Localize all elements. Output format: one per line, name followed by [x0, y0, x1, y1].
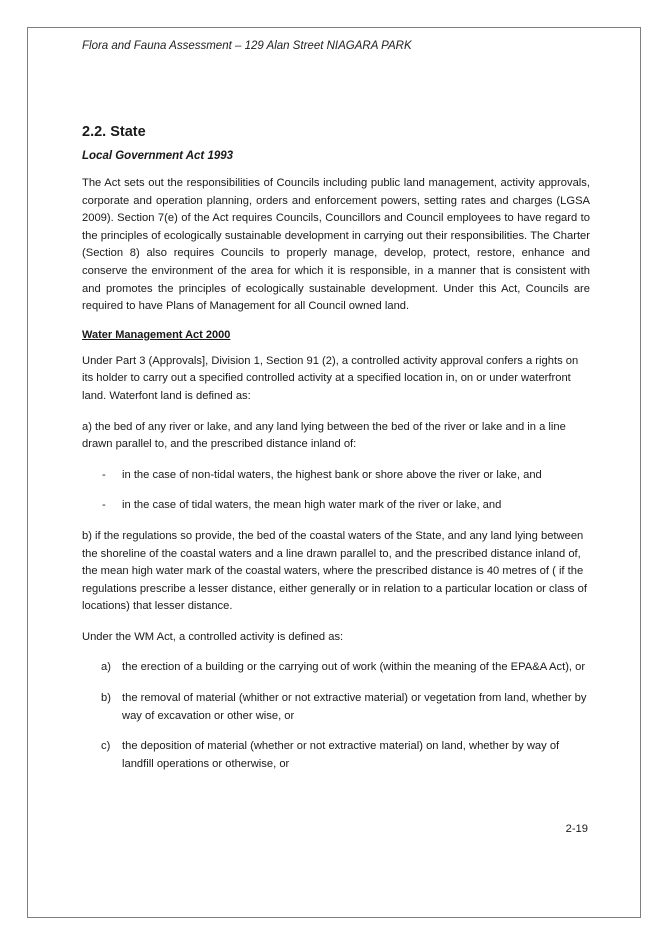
list-item [82, 690, 590, 725]
running-header: Flora and Fauna Assessment – 129 Alan Street NIAGARA PARK [82, 40, 412, 52]
list-item-text: the erection of a building or the carrying out of work (within the meaning of the EPA&A Act), or [122, 661, 586, 674]
wma-title: Water Management Act 2000 [82, 328, 231, 341]
list-marker: - [102, 499, 106, 512]
list-item [82, 659, 590, 677]
controlled-activity-intro: Under the WM Act, a controlled activity is defined as: [82, 630, 344, 643]
list-item [82, 738, 590, 773]
list-marker: a) [101, 661, 111, 674]
list-item-text: the removal of material (whither or not extractive material) or vegetation from land, whether by way of excavation or other wise, or [122, 692, 587, 722]
list-marker: - [102, 468, 106, 481]
list-item-text: in the case of non-tidal waters, the highest bank or shore above the river or lake, and [122, 468, 542, 481]
page-content [82, 124, 590, 786]
list-marker: b) [101, 692, 111, 705]
lga-paragraph: The Act sets out the responsibilities of Councils including public land management, activity approvals, corporate and operation planning, orders and enforcement powers, setting rates and charges (LGSA 2009). Section 7(e) of the Act requires Councils, Councillors and Council employees to have regard to the principles of ecologically sustainable development in carrying out their responsibilities. The Charter (Section 8) also requires Councils to properly manage, develop, protect, restore, enhance and conserve the environment of the area for which it is responsible, in a manner that is consistent with and promotes the principles of ecologically sustainable development. Under this Act, Councils are required to have Plans of Management for all Council owned land. [82, 177, 590, 313]
wma-part-b-paragraph: b) if the regulations so provide, the bed of the coastal waters of the State, and any land lying between the shoreline of the coastal waters and a line drawn parallel to, and the prescribed distance inland of, the mean high water mark of the coastal waters, where the prescribed distance is 40 metres of ( if the regulations prescribe a lesser distance, either generally or in relation to a particular location or class of locations) that lesser distance. [82, 529, 587, 613]
list-item [82, 497, 590, 515]
list-marker: c) [101, 740, 111, 753]
wma-intro-paragraph: Under Part 3 (Approvals], Division 1, Section 91 (2), a controlled activity approval confers a rights on its holder to carry out a specified controlled activity at a specified location in, on or under waterfront land. Waterfont land is defined as: [82, 354, 579, 402]
list-item-text: the deposition of material (whether or not extractive material) on land, whether by way of landfill operations or otherwise, or [122, 740, 560, 770]
wma-part-a-paragraph: a) the bed of any river or lake, and any land lying between the bed of the river or lake and in a line drawn parallel to, and the prescribed distance inland of: [82, 420, 566, 451]
document-page [27, 27, 641, 918]
page-number: 2-19 [565, 823, 588, 835]
section-title: 2.2. State [82, 124, 146, 140]
lga-title: Local Government Act 1993 [82, 150, 234, 162]
list-item [82, 467, 590, 485]
list-item-text: in the case of tidal waters, the mean high water mark of the river or lake, and [122, 499, 502, 512]
